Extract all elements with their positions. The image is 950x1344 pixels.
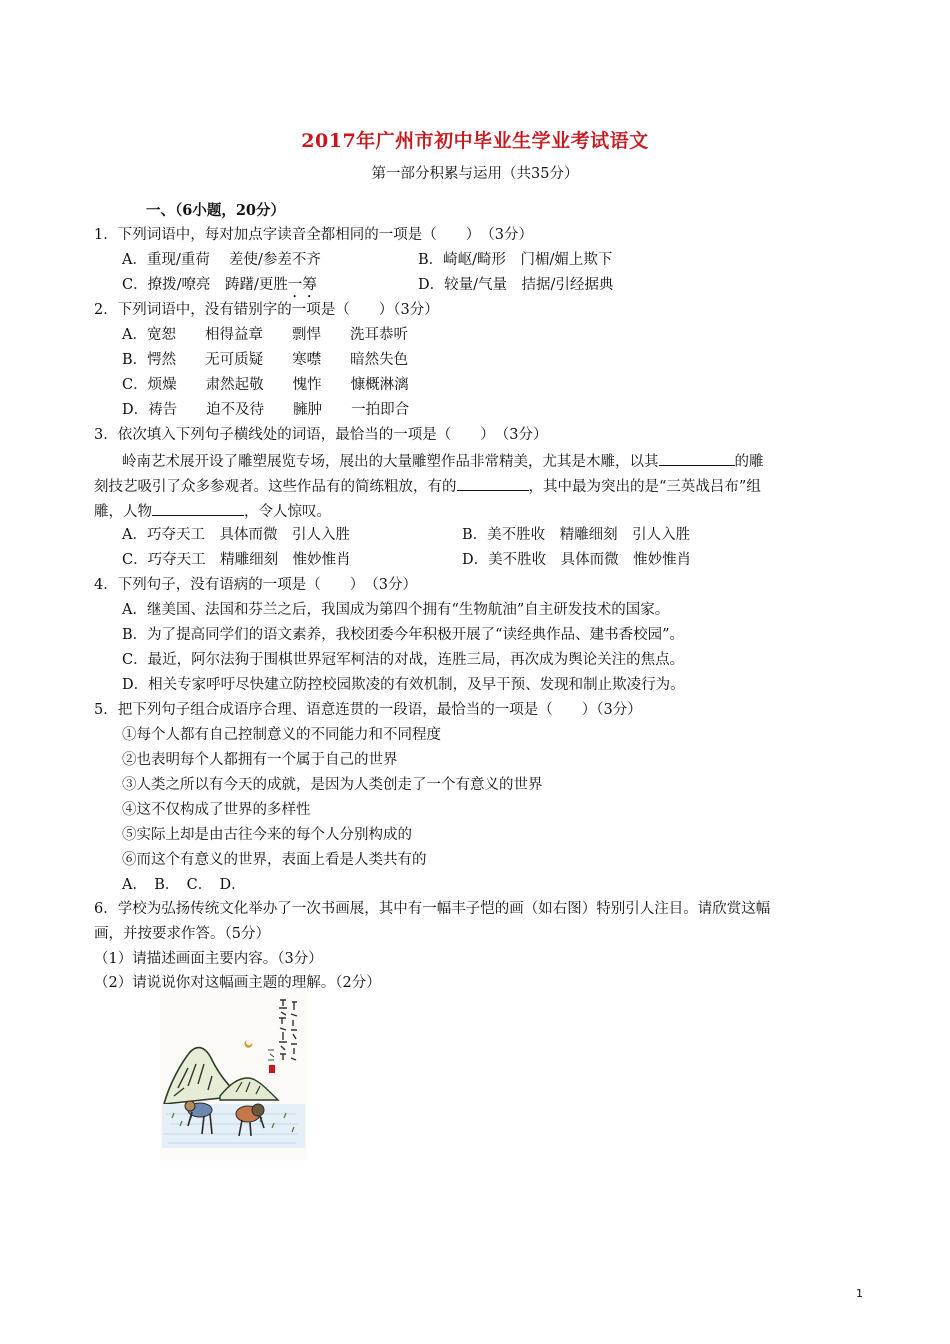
q5-sentence-2: ②也表明每个人都拥有一个属于自己的世界	[122, 752, 398, 768]
q3-passage-text: ，令人惊叹。	[244, 504, 331, 520]
q1-option-c-text: C．撩拨/嘹亮 踌躇/更胜	[122, 277, 288, 293]
q4-option-b: B．为了提高同学们的语文素养，我校团委今年积极开展了“读经典作品、建书香校园”。	[122, 627, 684, 643]
q5-sentence-5: ⑤实际上却是由古往今来的每个人分别构成的	[122, 827, 412, 843]
q1-stem: 1．下列词语中，每对加点字读音全都相同的一项是（ ） （3分）	[94, 227, 533, 243]
q3-passage-text: 雕，人物	[94, 504, 152, 520]
q5-options: A． B． C． D．	[122, 877, 246, 893]
q1-dotted-word: 一筹	[287, 277, 317, 293]
q3-option-b: B．美不胜收 精雕细刻 引人入胜	[462, 527, 691, 543]
q4-stem: 4．下列句子，没有语病的一项是（ ） （3分）	[94, 577, 417, 593]
answer-blank	[152, 501, 244, 516]
q1-option-b: B．崎岖/畸形 门楣/媚上欺下	[418, 252, 613, 268]
painting-seal	[269, 1065, 275, 1073]
part-subtitle: 第一部分积累与运用（共35分）	[371, 166, 579, 182]
q2-stem: 2．下列词语中，没有错别字的一项是（ ）（3分）	[94, 302, 439, 318]
feng-zikai-painting	[160, 992, 307, 1160]
page-title: 2017年广州市初中毕业生学业考试语文	[301, 130, 649, 152]
q3-stem: 3．依次填入下列句子横线处的词语，最恰当的一项是（ ） （3分）	[94, 427, 548, 443]
q5-sentence-3: ③人类之所以有今天的成就，是因为人类创走了一个有意义的世界	[122, 777, 543, 793]
q2-option-a: A．宽恕 相得益章 剽悍 洗耳恭听	[122, 327, 408, 343]
q4-option-c: C．最近，阿尔法狗于围棋世界冠军柯洁的对战，连胜三局，再次成为舆论关注的焦点。	[122, 652, 685, 668]
q5-stem: 5．把下列句子组合成语序合理、语意连贯的一段语，最恰当的一项是（ ）（3分）	[94, 702, 642, 718]
q1-option-c	[122, 276, 317, 301]
rice-field-water	[162, 1104, 305, 1148]
q3-passage-line3	[94, 501, 331, 521]
q3-passage-text: 岭南艺术展开设了雕塑展览专场，展出的大量雕塑作品非常精美，尤其是木雕，以其	[122, 454, 659, 470]
q2-option-b: B．愕然 无可质疑 寒噤 暗然失色	[122, 352, 409, 368]
q3-passage-text: ，其中最为突出的是“三英战吕布”组	[528, 479, 761, 495]
q3-passage-line1	[122, 451, 764, 471]
q3-option-a: A．巧夺天工 具体而微 引人入胜	[122, 527, 350, 543]
q5-sentence-6: ⑥而这个有意义的世界，表面上看是人类共有的	[122, 852, 427, 868]
q2-option-c: C．烦燥 肃然起敬 愧怍 慷概淋漓	[122, 377, 409, 393]
q3-passage-text: 刻技艺吸引了众多参观者。这些作品有的简练粗放，有的	[94, 479, 457, 495]
q1-option-a: A．重现/重荷 差使/参差不齐	[122, 252, 321, 268]
page-number: 1	[856, 1287, 863, 1300]
q3-passage-line2	[94, 476, 761, 496]
q4-option-d: D．相关专家呼吁尽快建立防控校园欺凌的有效机制，及早干预、发现和制止欺凌行为。	[122, 677, 685, 693]
answer-blank	[457, 476, 529, 491]
q5-sentence-1: ①每个人都有自己控制意义的不同能力和不同程度	[122, 727, 441, 743]
q4-option-a: A．继美国、法国和芬兰之后，我国成为第四个拥有“生物航油”自主研发技术的国家。	[122, 602, 670, 618]
q6-sub-question-2: （2）请说说你对这幅画主题的理解。（2分）	[94, 975, 381, 991]
q1-option-d: D．较量/气量 拮据/引经据典	[418, 277, 614, 293]
q5-sentence-4: ④这不仅构成了世界的多样性	[122, 802, 311, 818]
q3-passage-text: 的雕	[734, 454, 764, 470]
answer-blank	[659, 451, 735, 466]
q6-stem-line1: 6．学校为弘扬传统文化举办了一次书画展，其中有一幅丰子恺的画（如右图）特别引人注目。请欣赏这幅	[94, 901, 771, 917]
q2-option-d: D．祷告 迫不及待 臃肿 一拍即合	[122, 402, 410, 418]
q6-stem-line2: 画，并按要求作答。（5分）	[94, 926, 270, 942]
q6-sub-question-1: （1）请描述画面主要内容。（3分）	[94, 951, 323, 967]
section-heading: 一、（6小题，20分）	[146, 202, 286, 219]
q3-option-d: D．美不胜收 具体而微 惟妙惟肖	[462, 552, 692, 568]
q3-option-c: C．巧夺天工 精雕细刻 惟妙惟肖	[122, 552, 351, 568]
